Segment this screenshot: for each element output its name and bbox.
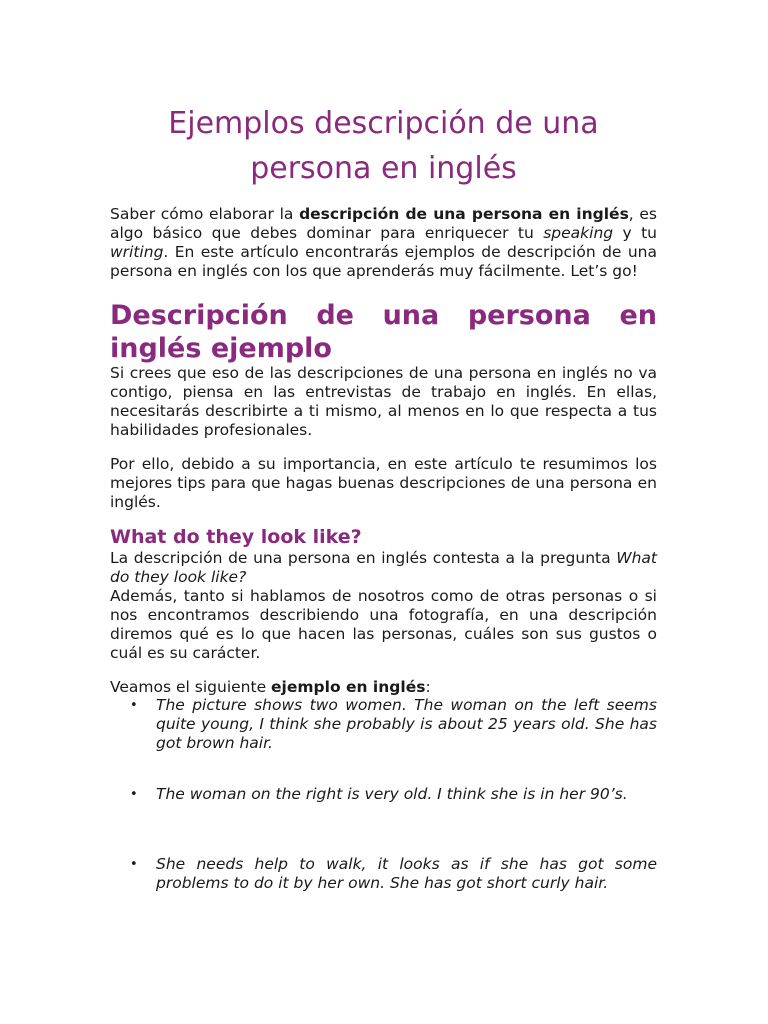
list-item-text: She needs help to walk, it looks as if she has got some problems to do it by her own. She has got short curly hair.	[156, 855, 657, 892]
intro-text-3: y tu	[613, 224, 657, 242]
bullet-icon: •	[130, 698, 138, 713]
intro-paragraph	[110, 205, 657, 281]
section2-p3-end: :	[425, 678, 431, 696]
section2-p3-bold: ejemplo en inglés	[271, 678, 426, 696]
intro-italic-2: writing	[110, 243, 164, 261]
section2-p1-text: La descripción de una persona en inglés contesta a la pregunta	[110, 549, 617, 567]
section-heading-description: Descripción de una persona en inglés ejemplo	[110, 300, 657, 364]
section1-paragraph-1: Si crees que eso de las descripciones de una persona en inglés no va contigo, piensa en las entrevistas de trabajo en inglés. En ellas, necesitarás describirte a ti mismo, al menos en lo que respecta a tus habilidades profesionales.	[110, 364, 657, 439]
section2-paragraph-3	[110, 678, 657, 697]
intro-text-1: Saber cómo elaborar la	[110, 205, 300, 223]
intro-italic-1: speaking	[543, 224, 614, 242]
section2-paragraph-2: Además, tanto si hablamos de nosotros como de otras personas o si nos encontramos describiendo una fotografía, en una descripción diremos qué es lo que hacen las personas, cuáles son sus gustos o cuál es su carácter.	[110, 587, 657, 662]
bullet-icon: •	[130, 857, 138, 872]
intro-text-2: , es algo básico que debes dominar para enriquecer tu	[110, 205, 658, 242]
section-heading-look-like: What do they look like?	[110, 526, 362, 548]
list-item-text: The woman on the right is very old. I think she is in her 90’s.	[156, 785, 628, 803]
section2-p1-italic: What do they look like?	[110, 549, 657, 586]
section2-p3-text: Veamos el siguiente	[110, 678, 272, 696]
section2-paragraph-1	[110, 549, 657, 587]
page-title: Ejemplos descripción de una persona en inglés	[168, 106, 599, 186]
section1-paragraph-2: Por ello, debido a su importancia, en este artículo te resumimos los mejores tips para que hagas buenas descripciones de una persona en inglés.	[110, 455, 657, 511]
list-item-text: The picture shows two women. The woman on the left seems quite young, I think she probably is about 25 years old. She has got brown hair.	[156, 696, 657, 752]
intro-text-4: . En este artículo encontrarás ejemplos de descripción de una persona en inglés con los que aprenderás muy fácilmente. Let’s go!	[110, 243, 657, 280]
intro-bold-1: descripción de una persona en inglés	[299, 205, 629, 223]
bullet-icon: •	[130, 787, 138, 802]
